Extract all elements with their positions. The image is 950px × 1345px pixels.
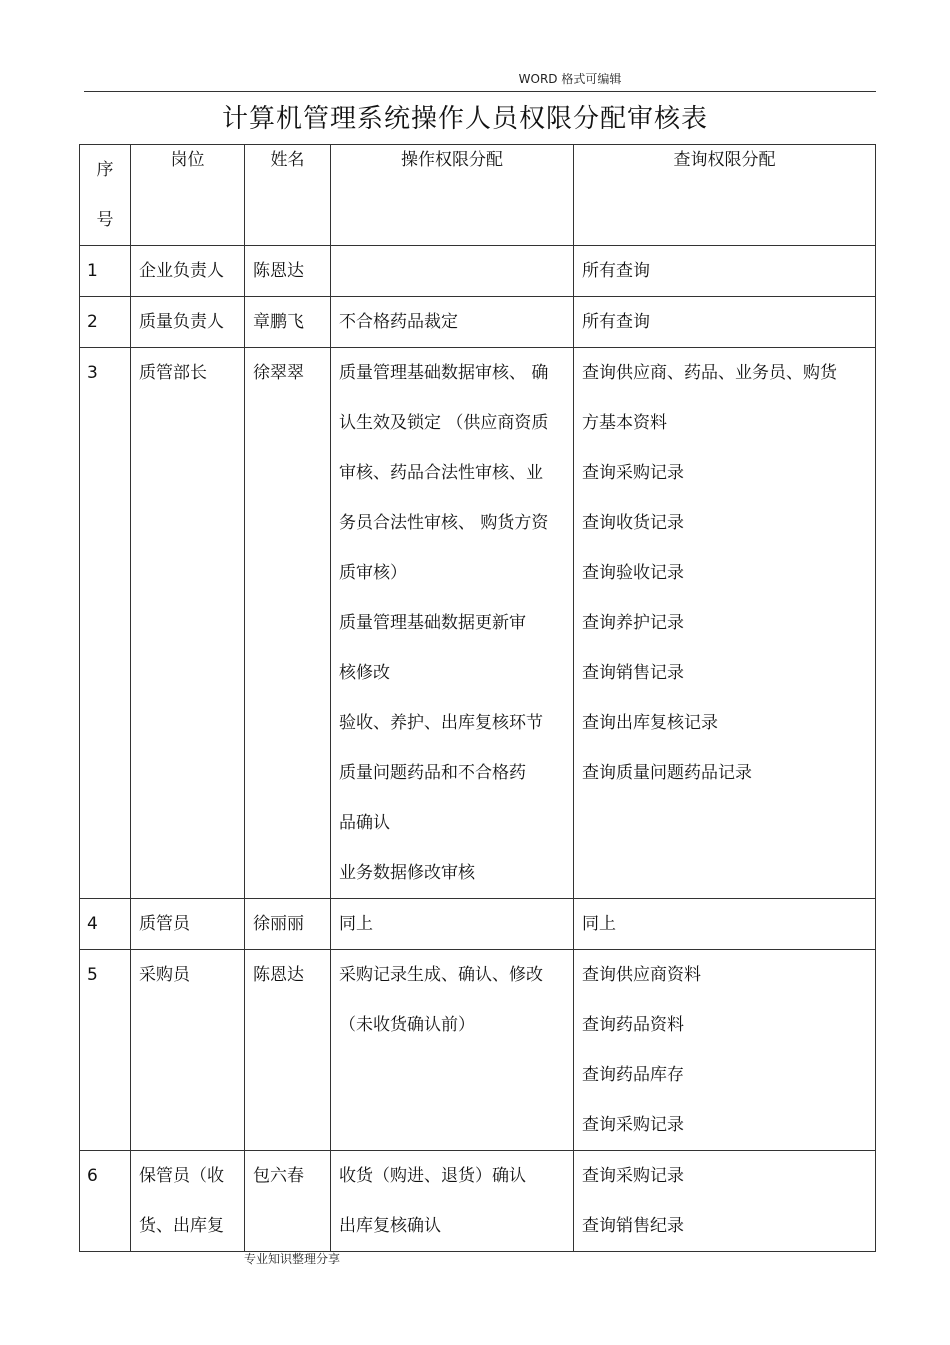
row-operation <box>331 246 574 297</box>
row-operation: 质量管理基础数据审核、 确 认生效及锁定 （供应商资质 审核、药品合法性审核、业 务员合法性审核、 购货方资 质审核） 质量管理基础数据更新审 核修改 验收、养护、出库复核环节 质量问题药品和不合格药 品确认 业务数据修改审核 <box>331 348 574 899</box>
row-seq: 5 <box>80 950 131 1151</box>
row-query: 同上 <box>574 899 876 950</box>
table-row <box>80 950 876 1151</box>
row-name: 包六春 <box>245 1151 331 1252</box>
table-row <box>80 1151 876 1252</box>
row-seq: 2 <box>80 297 131 348</box>
row-seq: 1 <box>80 246 131 297</box>
header-query: 查询权限分配 <box>574 145 876 246</box>
row-seq: 4 <box>80 899 131 950</box>
page-header-text: WORD 格式可编辑 <box>518 72 622 86</box>
row-name: 徐丽丽 <box>245 899 331 950</box>
row-name: 陈恩达 <box>245 950 331 1151</box>
document-title: 计算机管理系统操作人员权限分配审核表 <box>221 104 708 134</box>
header-seq <box>80 145 131 246</box>
table-row <box>80 297 876 348</box>
row-query: 所有查询 <box>574 246 876 297</box>
header-seq-line2: 号 <box>96 210 114 230</box>
row-name: 章鹏飞 <box>245 297 331 348</box>
table-row <box>80 348 876 899</box>
header-seq-line1: 序 <box>96 160 114 180</box>
row-query: 查询供应商、药品、业务员、购货 方基本资料 查询采购记录 查询收货记录 查询验收记录 查询养护记录 查询销售记录 查询出库复核记录 查询质量问题药品记录 <box>574 348 876 899</box>
table-row <box>80 246 876 297</box>
row-operation: 不合格药品裁定 <box>331 297 574 348</box>
table-row <box>80 899 876 950</box>
row-position: 采购员 <box>131 950 245 1151</box>
row-name: 徐翠翠 <box>245 348 331 899</box>
row-name: 陈恩达 <box>245 246 331 297</box>
table-header-row <box>80 145 876 246</box>
row-operation: 采购记录生成、确认、修改 （未收货确认前） <box>331 950 574 1151</box>
row-position: 企业负责人 <box>131 246 245 297</box>
row-position: 质量负责人 <box>131 297 245 348</box>
permission-table <box>79 144 876 1252</box>
row-query: 所有查询 <box>574 297 876 348</box>
header-name: 姓名 <box>245 145 331 246</box>
row-position: 质管员 <box>131 899 245 950</box>
row-query: 查询供应商资料 查询药品资料 查询药品库存 查询采购记录 <box>574 950 876 1151</box>
header-rule <box>84 91 876 92</box>
header-position: 岗位 <box>131 145 245 246</box>
row-operation: 收货（购进、退货）确认 出库复核确认 <box>331 1151 574 1252</box>
page-footer-text: 专业知识整理分享 <box>244 1252 341 1266</box>
row-operation: 同上 <box>331 899 574 950</box>
header-operation: 操作权限分配 <box>331 145 574 246</box>
row-seq: 6 <box>80 1151 131 1252</box>
row-query: 查询采购记录 查询销售纪录 <box>574 1151 876 1252</box>
row-seq: 3 <box>80 348 131 899</box>
row-position: 质管部长 <box>131 348 245 899</box>
row-position: 保管员（收 货、出库复 <box>131 1151 245 1252</box>
